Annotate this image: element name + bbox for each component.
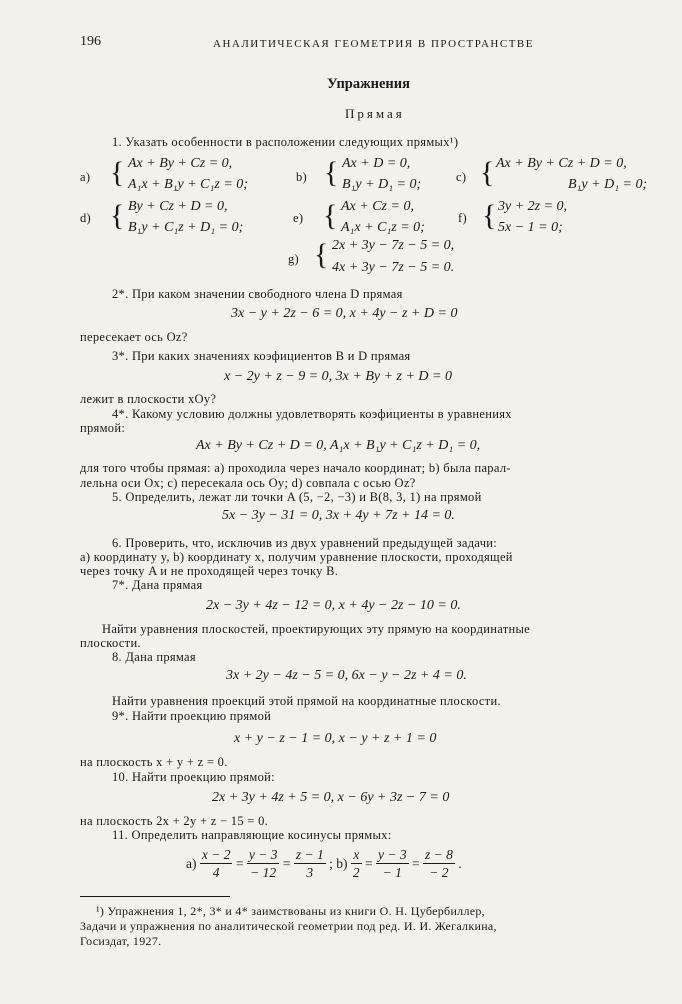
footnote-line-1: ¹) Упражнения 1, 2*, 3* и 4* заимствованы из книги О. Н. Цубербиллер, [96, 904, 485, 918]
problem-7-after-2: плоскости. [80, 636, 141, 650]
system-brace: { [314, 238, 329, 271]
problem-2-text: 2*. При каком значении свободного члена D прямая [112, 287, 403, 301]
denominator: 3 [306, 865, 314, 880]
problem-8-text: 8. Дана прямая [112, 650, 196, 664]
denominator: 2 [352, 865, 360, 880]
numerator: z − 8 [424, 847, 453, 862]
system-eq-1: 2x + 3y − 7z − 5 = 0, [332, 238, 455, 253]
problem-10-text: 10. Найти проекцию прямой: [112, 770, 275, 784]
page-number: 196 [80, 34, 101, 49]
numerator: y − 3 [248, 847, 278, 862]
system-eq-2: B₁y + D₁ = 0; [568, 177, 648, 192]
numerator: x [351, 846, 362, 864]
problem-2-after: пересекает ось Oz? [80, 330, 188, 344]
fraction [351, 846, 362, 881]
problem-9-after: на плоскость x + y + z = 0. [80, 755, 228, 769]
problem-3-equation: x − 2y + z − 9 = 0, 3x + By + z + D = 0 [224, 369, 452, 384]
problem-6-line-2: a) координату y, b) координату x, получим уравнение плоскости, проходящей [80, 550, 513, 564]
system-eq-1: Ax + Cz = 0, [341, 199, 414, 214]
part-label: b) [336, 856, 348, 871]
numerator: y − 3 [377, 847, 407, 862]
system-label: d) [80, 211, 92, 225]
problem-10-equation: 2x + 3y + 4z + 5 = 0, x − 6y + 3z − 7 = 0 [212, 790, 450, 805]
system-eq-1: 3y + 2z = 0, [498, 199, 568, 214]
problem-9-equation: x + y − z − 1 = 0, x − y + z + 1 = 0 [234, 731, 437, 746]
problem-2-equation: 3x − y + 2z − 6 = 0, x + 4y − z + D = 0 [231, 306, 458, 321]
problem-11-text: 11. Определить направляющие косинусы прямых: [112, 828, 392, 842]
problem-10-after: на плоскость 2x + 2y + z − 15 = 0. [80, 814, 269, 828]
system-brace: { [323, 199, 338, 232]
fraction [423, 846, 455, 881]
system-eq-1: By + Cz + D = 0, [128, 199, 228, 214]
problem-7-equation: 2x − 3y + 4z − 12 = 0, x + 4y − 2z − 10 = 0. [206, 598, 461, 613]
system-label: c) [456, 170, 467, 184]
problem-6-line-1: 6. Проверить, что, исключив из двух уравнений предыдущей задачи: [112, 536, 498, 550]
system-brace: { [324, 156, 339, 189]
problem-4-text-2: прямой: [80, 421, 126, 435]
system-label: g) [288, 252, 300, 266]
system-eq-1: Ax + By + Cz + D = 0, [496, 156, 627, 171]
problem-8-after: Найти уравнения проекций этой прямой на координатные плоскости. [112, 694, 501, 708]
denominator: 4 [212, 865, 220, 880]
footnote-line-3: Госиздат, 1927. [80, 934, 162, 948]
problem-9-text: 9*. Найти проекцию прямой [112, 709, 272, 723]
numerator: z − 1 [295, 847, 324, 862]
footnote-rule [80, 896, 230, 897]
footnote-line-2: Задачи и упражнения по аналитической геометрии под ред. И. И. Жегалкина, [80, 919, 497, 933]
denominator: − 1 [382, 865, 402, 880]
system-brace: { [110, 199, 125, 232]
fraction [200, 846, 233, 881]
system-brace: { [480, 156, 495, 189]
problem-4-equation: Ax + By + Cz + D = 0, A₁x + B₁y + C₁z + D₁ = 0, [196, 438, 481, 453]
system-label: b) [296, 170, 308, 184]
system-eq-2: B₁y + D₁ = 0; [342, 177, 422, 192]
system-label: f) [458, 211, 467, 225]
running-title: АНАЛИТИЧЕСКАЯ ГЕОМЕТРИЯ В ПРОСТРАНСТВЕ [213, 38, 534, 50]
system-eq-2: 4x + 3y − 7z − 5 = 0. [332, 260, 455, 275]
numerator: x − 2 [201, 847, 231, 862]
problem-6-line-3: через точку A и не проходящей через точку B. [80, 564, 339, 578]
system-brace: { [482, 199, 497, 232]
system-brace: { [110, 156, 125, 189]
subsection-title: Прямая [345, 106, 405, 121]
system-label: a) [80, 170, 91, 184]
problem-11-equations: a) $\frac{x - 2}{4}$ = $\frac{y - 3}{- 12}$ = $\frac{z - 1}{3}$ ; b) $\frac{x}{2}$ = $\frac{y - 3}{- 1}$ = $\frac{z - 8}{- 2}$ . [186, 847, 462, 880]
system-label: e) [293, 211, 304, 225]
problem-7-text: 7*. Дана прямая [112, 578, 203, 592]
system-eq-1: Ax + D = 0, [342, 156, 411, 171]
system-eq-1: Ax + By + Cz = 0, [128, 156, 233, 171]
problem-3-text: 3*. При каких значениях коэфициентов B и D прямая [112, 349, 411, 363]
system-eq-2: A₁x + B₁y + C₁z = 0; [128, 177, 248, 192]
problem-4-after-1: для того чтобы прямая: a) проходила через начало координат; b) была парал- [80, 461, 511, 475]
problem-5-text: 5. Определить, лежат ли точки A (5, −2, −3) и B(8, 3, 1) на прямой [112, 490, 482, 504]
problem-4-after-2: лельна оси Ox; c) пересекала ось Oy; d) совпала с осью Oz? [80, 476, 416, 490]
system-eq-2: 5x − 1 = 0; [498, 220, 563, 235]
problem-4-text-1: 4*. Какому условию должны удовлетворять коэфициенты в уравнениях [112, 407, 512, 421]
system-eq-2: B₁y + C₁z + D₁ = 0; [128, 220, 244, 235]
denominator: − 12 [250, 865, 277, 880]
system-eq-2: A₁x + C₁z = 0; [341, 220, 425, 235]
section-title: Упражнения [327, 76, 410, 92]
problem-7-after-1: Найти уравнения плоскостей, проектирующих эту прямую на координатные [102, 622, 531, 636]
fraction [247, 846, 280, 881]
problem-5-equation: 5x − 3y − 31 = 0, 3x + 4y + 7z + 14 = 0. [222, 508, 455, 523]
problem-8-equation: 3x + 2y − 4z − 5 = 0, 6x − y − 2z + 4 = 0. [226, 668, 467, 683]
denominator: − 2 [429, 865, 449, 880]
fraction [376, 846, 409, 881]
problem-3-after: лежит в плоскости xOy? [80, 392, 217, 406]
problem-1-text: 1. Указать особенности в расположении следующих прямых¹) [112, 135, 459, 149]
part-label: a) [186, 856, 197, 871]
fraction [294, 846, 326, 881]
